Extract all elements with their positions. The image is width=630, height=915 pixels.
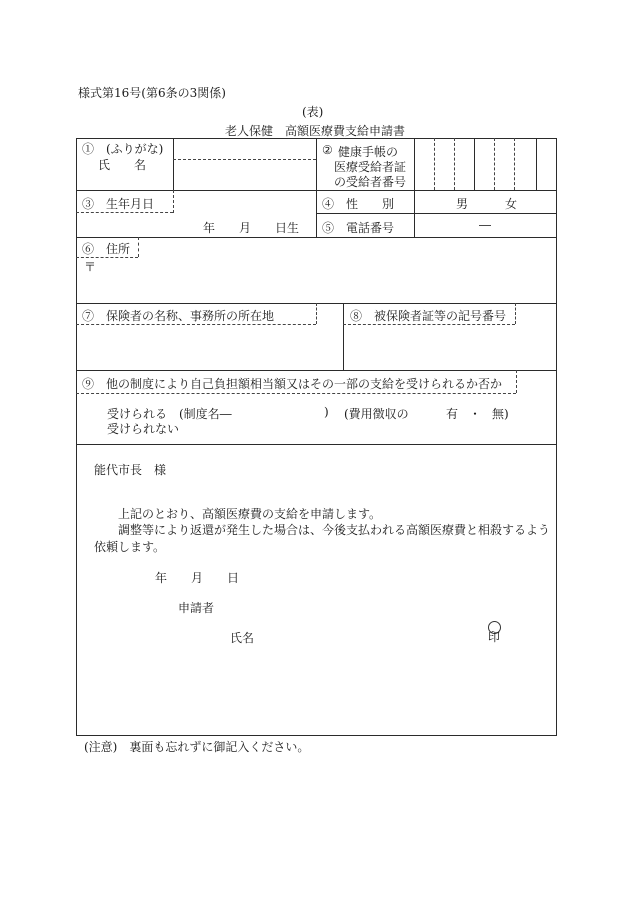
addressee: 能代市長 様 bbox=[94, 463, 167, 477]
birthdate-input[interactable]: 年 月 日生 bbox=[203, 221, 300, 235]
phone-input[interactable]: ― bbox=[479, 218, 491, 232]
applicant-label: 申請者 bbox=[178, 601, 215, 615]
postal-mark: 〒 bbox=[84, 260, 97, 274]
insured-number-input[interactable] bbox=[347, 327, 552, 367]
applicant-name-input[interactable] bbox=[260, 626, 480, 646]
name-input[interactable] bbox=[174, 160, 315, 189]
address-input[interactable] bbox=[100, 258, 550, 298]
recipient-number-label-1: 健康手帳の bbox=[338, 145, 399, 159]
declaration-line-2: 調整等により返還が発生した場合は、今後支払われる高額医療費と相殺するよう bbox=[118, 523, 551, 537]
gender-female-option[interactable]: 女 bbox=[505, 197, 518, 211]
phone-label: ⑤ 電話番号 bbox=[322, 221, 395, 235]
footer-note: (注意) 裏面も忘れずに御記入ください。 bbox=[84, 740, 310, 754]
form-side: (表) bbox=[302, 105, 324, 119]
gender-label: ④ 性 別 bbox=[322, 197, 395, 211]
fee-collection-label: (費用徴収の bbox=[344, 407, 409, 421]
insured-number-label: ⑧ 被保険者証等の記号番号 bbox=[350, 309, 507, 323]
form-title: 老人保健 高額医療費支給申請書 bbox=[225, 124, 406, 138]
seal-mark: 印 bbox=[488, 630, 501, 644]
address-label: ⑥ 住所 bbox=[82, 242, 131, 256]
other-system-label: ⑨ 他の制度により自己負担額相当額又はその一部の支給を受けられるか否か bbox=[82, 377, 503, 391]
furigana-label: ① (ふりがな) bbox=[82, 142, 164, 156]
fee-separator: ・ bbox=[469, 407, 482, 421]
declaration-line-3: 依頼します。 bbox=[94, 540, 166, 554]
receivable-option[interactable]: 受けられる (制度名― bbox=[107, 407, 232, 421]
not-receivable-option[interactable]: 受けられない bbox=[107, 422, 180, 436]
fee-yes-option[interactable]: 有 bbox=[446, 407, 459, 421]
furigana-input[interactable] bbox=[174, 139, 315, 159]
application-date[interactable]: 年 月 日 bbox=[155, 571, 240, 585]
gender-male-option[interactable]: 男 bbox=[456, 197, 469, 211]
recipient-number-num: ② bbox=[322, 143, 333, 157]
birthdate-label: ③ 生年月日 bbox=[82, 197, 155, 211]
recipient-number-input[interactable] bbox=[415, 139, 555, 189]
applicant-name-label: 氏名 bbox=[230, 631, 255, 645]
name-label: 氏 名 bbox=[98, 158, 147, 172]
fee-no-option[interactable]: 無) bbox=[492, 407, 509, 421]
system-name-close: ) bbox=[324, 405, 329, 419]
insurer-input[interactable] bbox=[80, 327, 338, 367]
declaration-line-1: 上記のとおり、高額医療費の支給を申請します。 bbox=[118, 507, 382, 521]
insurer-label: ⑦ 保険者の名称、事務所の所在地 bbox=[82, 309, 275, 323]
recipient-number-label-2: 医療受給者証 bbox=[334, 160, 407, 174]
recipient-number-label-3: の受給者番号 bbox=[334, 175, 407, 189]
form-number: 様式第16号(第6条の3関係) bbox=[78, 86, 226, 100]
